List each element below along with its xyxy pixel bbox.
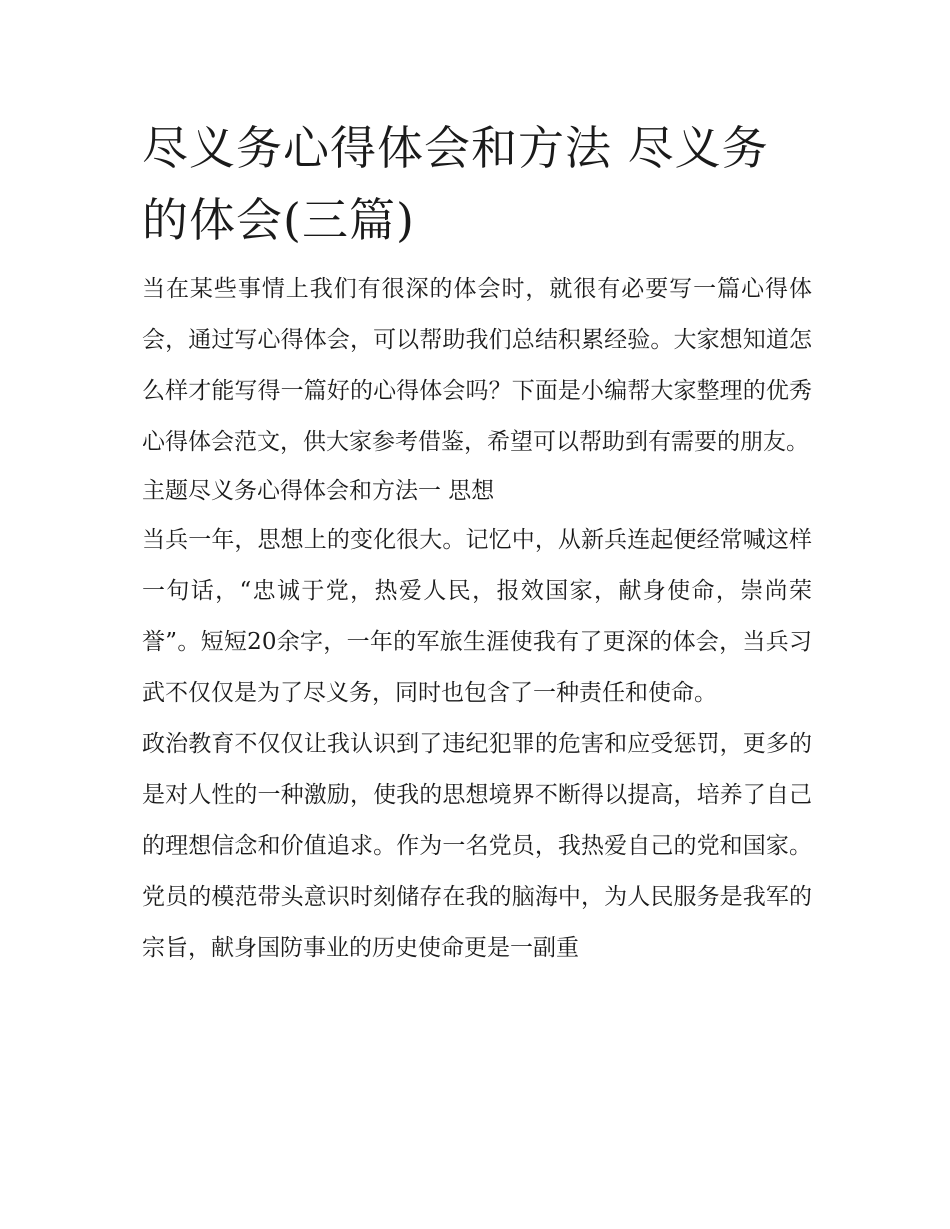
body-paragraph-2: 政治教育不仅仅让我认识到了违纪犯罪的危害和应受惩罚，更多的是对人性的一种激励，使我的思想境界不断得以提高，培养了自己的理想信念和价值追求。作为一名党员，我热爱自己的党和国家。党员的模范带头意识时刻储存在我的脑海中，为人民服务是我军的宗旨，献身国防事业的历史使命更是一副重	[142, 731, 812, 961]
document-page	[142, 112, 812, 974]
intro-paragraph: 当在某些事情上我们有很深的体会时，就很有必要写一篇心得体会，通过写心得体会，可以帮助我们总结积累经验。大家想知道怎么样才能写得一篇好的心得体会吗？下面是小编帮大家整理的优秀心得体会范文，供大家参考借鉴，希望可以帮助到有需要的朋友。	[142, 276, 812, 455]
body-paragraph-1: 当兵一年，思想上的变化很大。记忆中，从新兵连起便经常喊这样一句话，“忠诚于党，热爱人民，报效国家，献身使命，崇尚荣誉”。短短20余字，一年的军旅生涯使我有了更深的体会，当兵习武不仅仅是为了尽义务，同时也包含了一种责任和使命。	[142, 527, 812, 706]
section-heading: 主题尽义务心得体会和方法一 思想	[142, 478, 495, 504]
document-title: 尽义务心得体会和方法 尽义务的体会(三篇)	[142, 121, 769, 247]
